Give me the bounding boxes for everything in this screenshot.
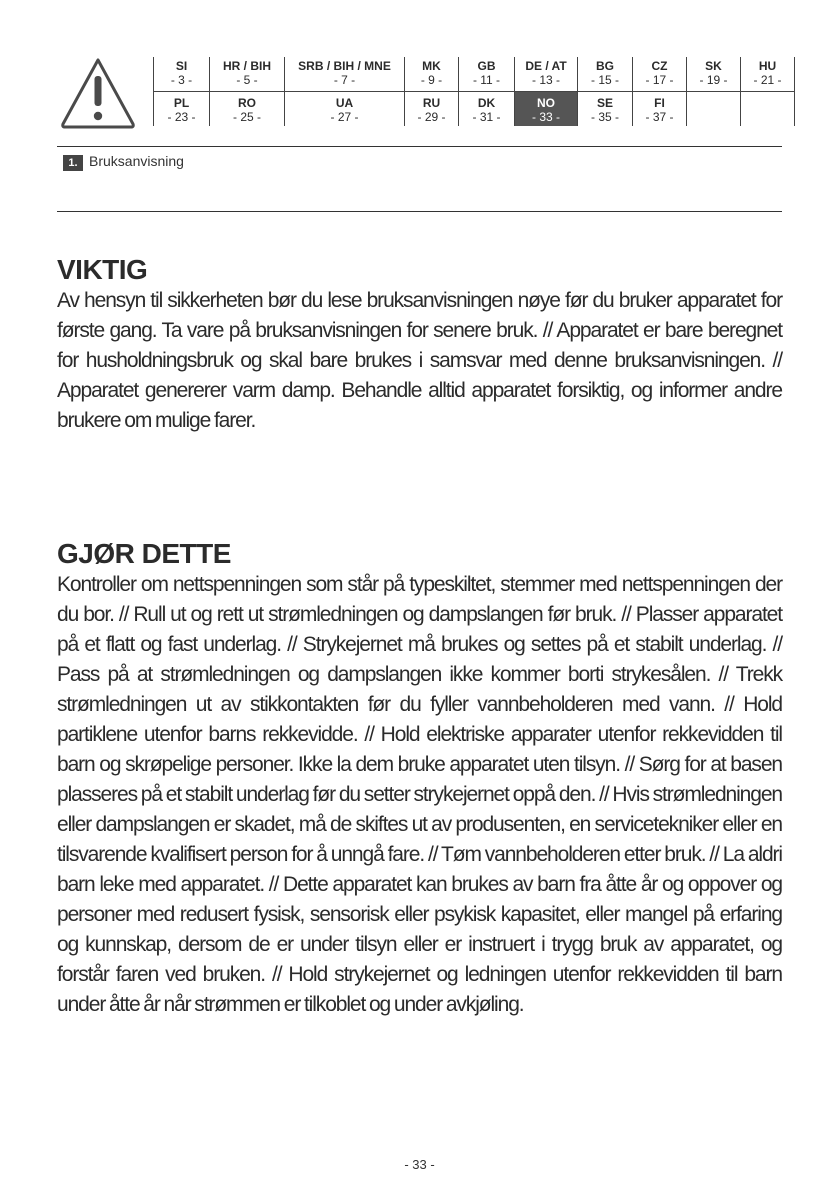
lang-cell[interactable]: GB - 11 - <box>459 57 515 92</box>
lang-cell[interactable]: UA - 27 - <box>285 92 405 127</box>
important-paragraph: Av hensyn til sikkerheten bør du lese bruksanvisningen nøye før du bruker apparatet for første gang. Ta vare på bruksanvisningen for senere bruk. // Apparatet er bare beregnet for husholdningsbruk og skal bare brukes i samsvar med denne bruksanvisningen. // Apparatet genererer varm damp. Behandle alltid apparatet forsiktig, og informer andre brukere om mulige farer. <box>57 289 782 432</box>
section-divider <box>57 211 782 212</box>
lang-cell[interactable]: MK - 9 - <box>405 57 459 92</box>
lang-cell[interactable]: SRB / BIH / MNE - 7 - <box>285 57 405 92</box>
lang-cell[interactable]: RO - 25 - <box>210 92 285 127</box>
language-index-table <box>153 57 795 126</box>
lang-cell[interactable]: HU - 21 - <box>741 57 795 92</box>
lang-cell[interactable]: DE / AT - 13 - <box>515 57 578 92</box>
lang-cell[interactable]: SI - 3 - <box>154 57 210 92</box>
lang-cell[interactable]: FI - 37 - <box>633 92 687 127</box>
lang-cell[interactable]: HR / BIH - 5 - <box>210 57 285 92</box>
dothis-paragraph: Kontroller om nettspenningen som står på typeskiltet, stemmer med nettspenningen der du bor. // Rull ut og rett ut strømledningen og dampslangen før bruk. // Plasser apparatet på et flatt og fast underlag. // Strykejernet må brukes og settes på et stabilt underlag. // Pass på at strømledningen og dampslangen ikke kommer borti strykesålen. // Trekk strømledningen ut av stikkontakten før du fyller vannbeholderen med vann. // Hold partiklene utenfor barns rekkevidde. // Hold elektriske apparater utenfor rekkevidden til barn og skrøpelige personer. Ikke la dem bruke apparatet uten tilsyn. // Sørg for at basen plasseres på et stabilt underlag før du setter strykejernet oppå den. // Hvis strømledningen eller dampslangen er skadet, må de skiftes ut av produsenten, en servicetekniker eller en tilsvarende kvalifisert person for å unngå fare. // Tøm vannbeholderen etter bruk. // La aldri barn leke med apparatet. // Dette apparatet kan brukes av barn fra åtte år og oppover og personer med redusert fysisk, sensorisk eller psykisk kapasitet, eller mangel på erfaring og kunnskap, dersom de er under tilsyn eller er instruert i trygg bruk av apparatet, og forstår faren ved bruken. // Hold strykejernet og ledningen utenfor rekkevidden til barn under åtte år når strømmen er tilkoblet og under avkjøling. <box>57 573 782 1016</box>
section-number: 1. <box>63 155 83 171</box>
lang-cell-active[interactable]: NO - 33 - <box>515 92 578 127</box>
header-divider <box>57 146 782 147</box>
page-number: - 33 - <box>404 1157 435 1172</box>
lang-cell-empty <box>741 92 795 127</box>
section-label <box>63 153 184 171</box>
important-heading: VIKTIG <box>57 254 148 285</box>
dothis-heading: GJØR DETTE <box>57 538 231 569</box>
lang-cell[interactable]: SK - 19 - <box>687 57 741 92</box>
lang-cell[interactable]: PL - 23 - <box>154 92 210 127</box>
warning-triangle-icon <box>58 54 138 132</box>
lang-cell[interactable]: BG - 15 - <box>578 57 633 92</box>
section-title: Bruksanvisning <box>89 153 184 169</box>
lang-cell-empty <box>687 92 741 127</box>
lang-cell[interactable]: RU - 29 - <box>405 92 459 127</box>
lang-cell[interactable]: DK - 31 - <box>459 92 515 127</box>
lang-cell[interactable]: CZ - 17 - <box>633 57 687 92</box>
lang-cell[interactable]: SE - 35 - <box>578 92 633 127</box>
